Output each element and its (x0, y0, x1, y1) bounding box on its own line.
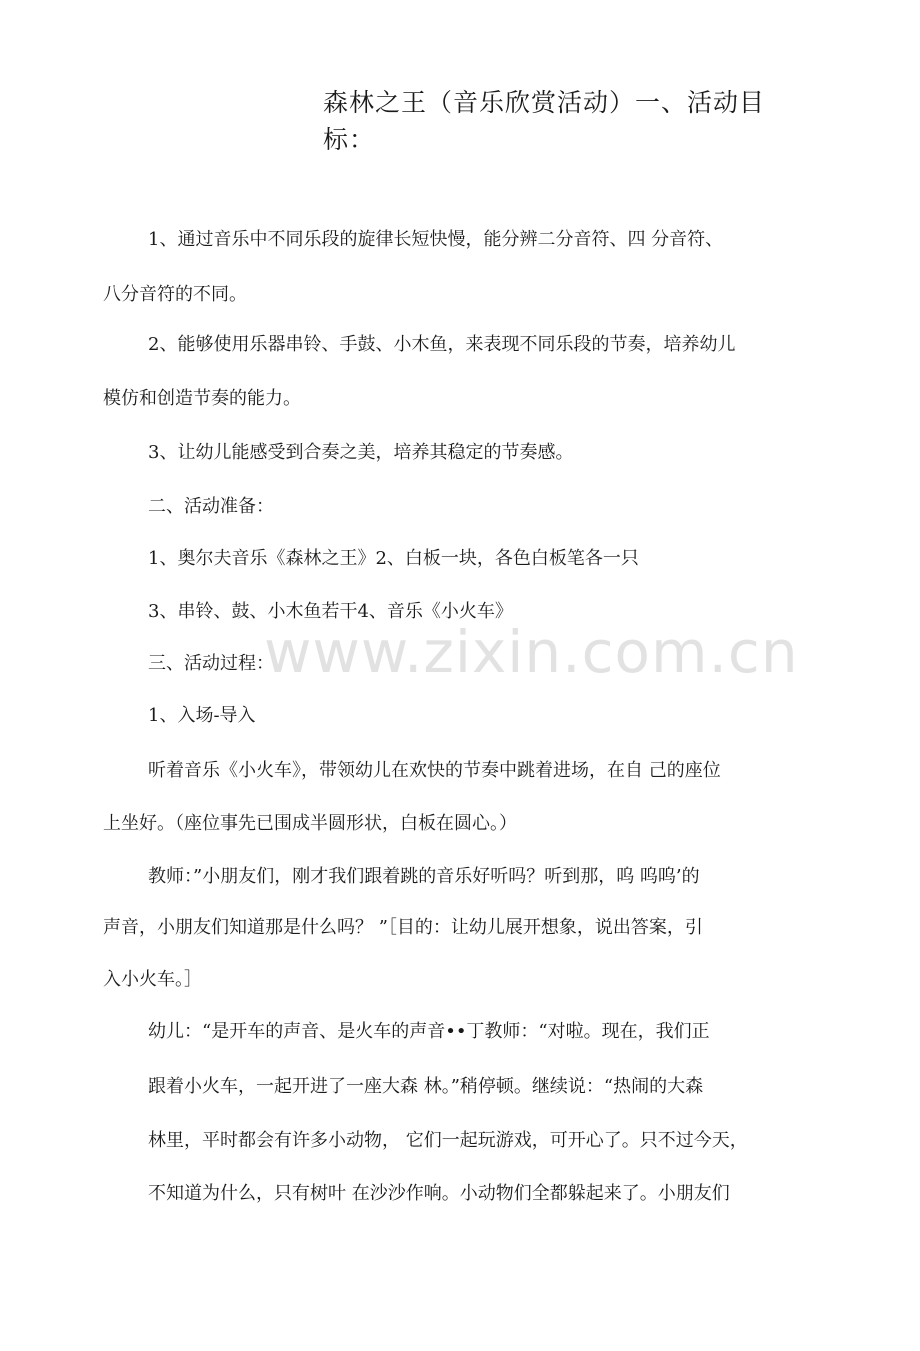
section-heading-preparation: 二、活动准备： (148, 496, 274, 517)
text-line-entrance-a: 听着音乐《小火车》，带领幼儿在欢快的节奏中跳着进场，在自 己的座位 (148, 760, 721, 781)
text-line-child-a: 幼儿：“是开车的声音、是火车的声音••丁教师：“对啦。现在，我们正 (148, 1021, 710, 1042)
section-heading-process: 三、活动过程： (148, 653, 274, 674)
text-line-goal-1b: 八分音符的不同。 (103, 284, 247, 305)
text-line-child-b: 跟着小火车，一起开进了一座大森 林。”稍停顿。继续说：“热闹的大森 (148, 1076, 704, 1097)
text-line-child-d: 不知道为什么，只有树叶 在沙沙作响。小动物们全都躲起来了。小朋友们 (148, 1183, 730, 1204)
text-line-prep-1: 1、奥尔夫音乐《森林之王》2、白板一块，各色白板笔各一只 (148, 548, 639, 569)
text-line-teacher-b: 声音，小朋友们知道那是什么吗？ ”［目的：让幼儿展开想象，说出答案，引 (103, 917, 703, 938)
watermark: www.zixin.com.cn (264, 618, 799, 686)
text-line-teacher-c: 入小火车。］ (103, 969, 202, 990)
document-title: 森林之王（音乐欣赏活动）一、活动目标： (323, 88, 766, 154)
text-line-entrance-b: 上坐好。（座位事先已围成半圆形状，白板在圆心。） (103, 813, 517, 834)
text-line-goal-2b: 模仿和创造节奏的能力。 (103, 388, 301, 409)
text-line-goal-2a: 2、能够使用乐器串铃、手鼓、小木鱼，来表现不同乐段的节奏，培养幼儿 (148, 334, 736, 355)
text-line-goal-3: 3、让幼儿能感受到合奏之美，培养其稳定的节奏感。 (148, 442, 574, 463)
subsection-heading-entrance: 1、入场-导入 (148, 705, 256, 726)
text-line-child-c: 林里，平时都会有许多小动物， 它们一起玩游戏，可开心了。只不过今天， (148, 1130, 748, 1151)
text-line-teacher-a: 教师：”小朋友们，刚才我们跟着跳的音乐好听吗？听到那，呜 呜呜’的 (148, 866, 700, 887)
text-line-goal-1a: 1、通过音乐中不同乐段的旋律长短快慢，能分辨二分音符、四 分音符、 (148, 229, 724, 250)
text-line-prep-2: 3、串铃、鼓、小木鱼若干4、音乐《小火车》 (148, 601, 513, 622)
